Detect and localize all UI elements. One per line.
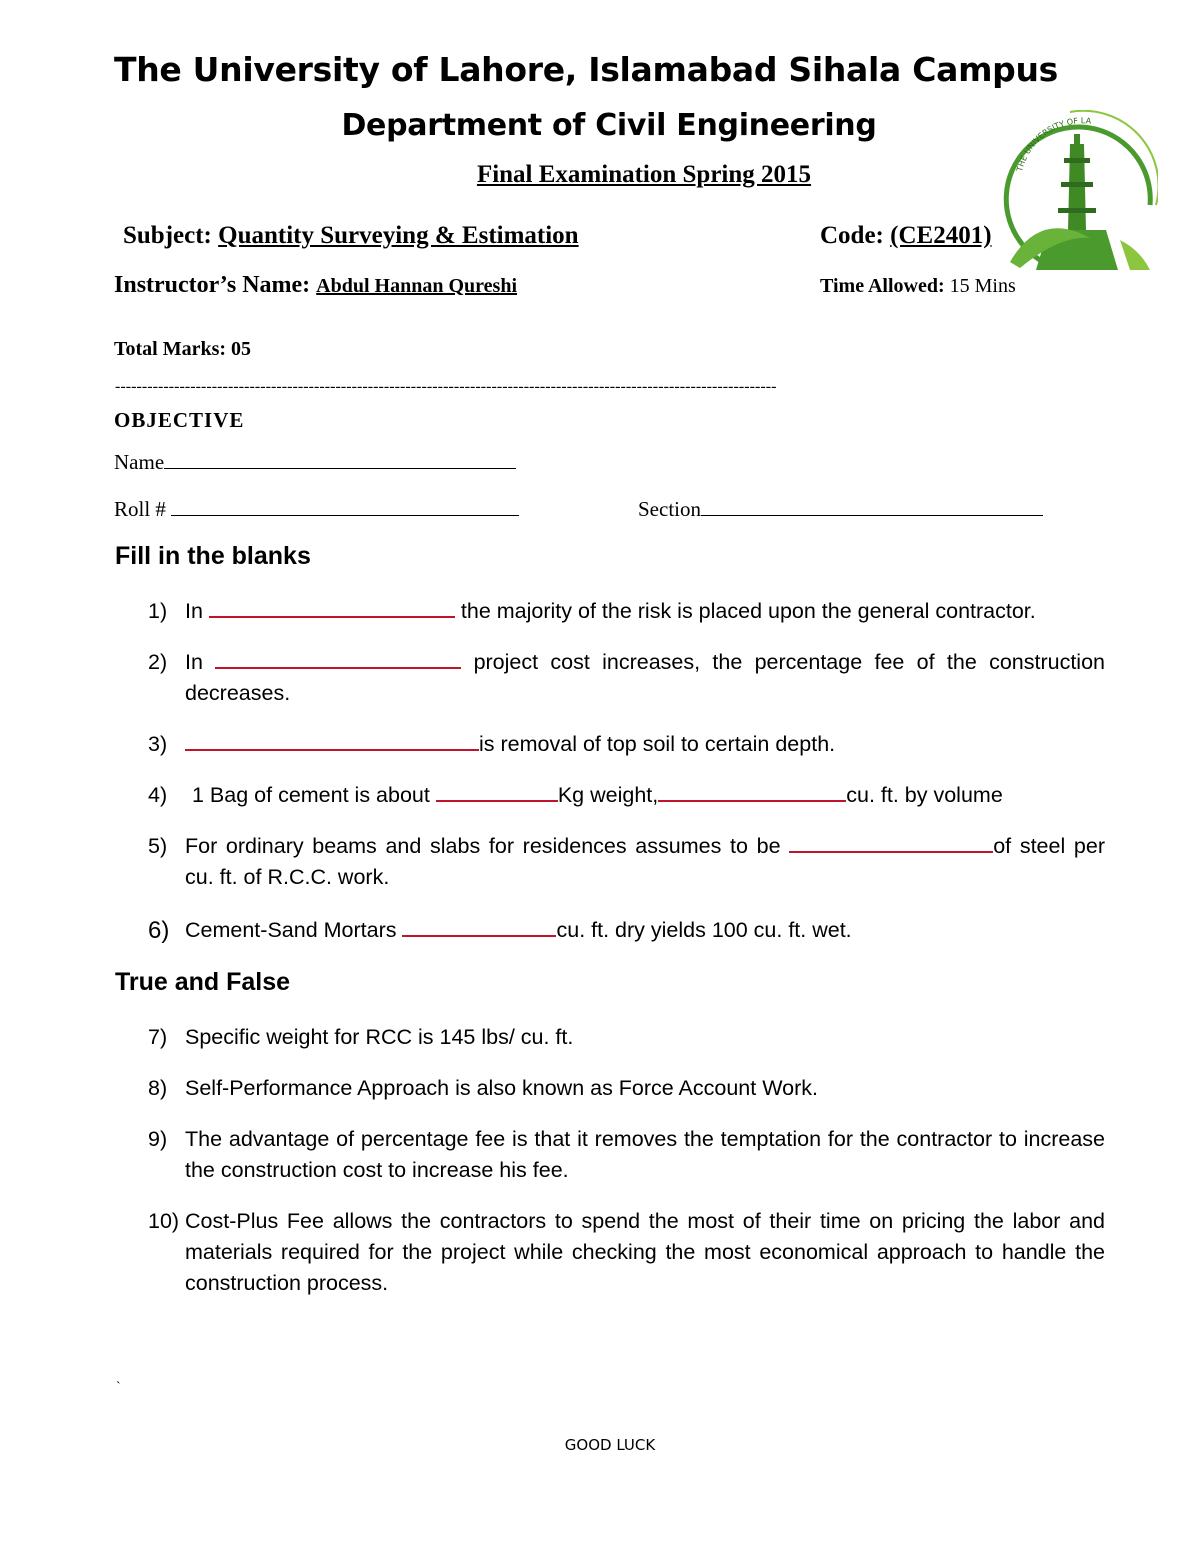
time-label: Time Allowed: <box>820 275 945 297</box>
code-label: Code: <box>820 222 884 249</box>
answer-blank <box>402 934 556 937</box>
section-label: Section <box>638 497 701 521</box>
question-text: Self-Performance Approach is also known as Force Account Work. <box>185 1076 818 1100</box>
minar-logo-icon <box>1000 110 1158 278</box>
total-marks <box>114 338 251 361</box>
question-text: The advantage of percentage fee is that it removes the temptation for the contractor to increase the construction cost to increase his fee. <box>185 1127 1105 1182</box>
question-text: the majority of the risk is placed upon the general contractor. <box>460 599 1036 623</box>
question-text: cu. ft. dry yields 100 cu. ft. wet. <box>556 918 852 942</box>
question-text: Cement-Sand Mortars <box>185 918 397 942</box>
question-number: 9) <box>148 1127 168 1151</box>
roll-blank <box>171 514 519 516</box>
question-number: 7) <box>148 1025 168 1049</box>
answer-blank <box>658 799 846 802</box>
question-text: Specific weight for RCC is 145 lbs/ cu. ft. <box>185 1025 574 1049</box>
time-value: 15 Mins <box>949 275 1016 297</box>
question-text: 1 Bag of cement is about <box>192 783 430 807</box>
question-number: 8) <box>148 1076 168 1100</box>
subject-value: Quantity Surveying & Estimation <box>218 222 579 249</box>
question-text: Cost-Plus Fee allows the contractors to spend the most of their time on pricing the labor and materials required for the project while checking the most economical approach to handle the construction process. <box>185 1209 1105 1295</box>
question-text: For ordinary beams and slabs for residences assumes to be <box>185 834 781 858</box>
name-blank <box>164 467 516 469</box>
question-number: 3) <box>148 732 168 756</box>
question-text: Kg weight, <box>557 783 659 807</box>
marks-label: Total Marks: <box>114 338 227 360</box>
roll-field <box>114 497 519 522</box>
section-blank <box>701 514 1043 516</box>
question-text: In <box>185 650 203 674</box>
university-logo <box>1000 110 1158 278</box>
subject-line <box>123 222 579 250</box>
true-false-heading: True and False <box>115 968 291 996</box>
subject-label: Subject: <box>123 222 212 249</box>
answer-blank <box>215 666 461 669</box>
stray-mark: ` <box>116 1380 121 1395</box>
section-field <box>638 497 1043 522</box>
exam-title: Final Examination Spring 2015 <box>476 161 812 188</box>
time-line <box>820 275 1016 298</box>
question-text: cu. ft. by volume <box>846 783 1003 807</box>
question-number: 2) <box>148 650 168 674</box>
code-value: (CE2401) <box>890 222 992 249</box>
question-text: of steel per cu. ft. of R.C.C. work. <box>185 834 1105 889</box>
question-text: project cost increases, the percentage fee of the construction decreases. <box>185 650 1105 705</box>
objective-heading: OBJECTIVE <box>114 408 245 432</box>
question-number: 4) <box>148 783 168 807</box>
instructor-label: Instructor’s Name: <box>114 272 311 298</box>
roll-label: Roll # <box>114 497 166 521</box>
answer-blank <box>789 850 993 853</box>
code-line <box>820 222 992 250</box>
name-label: Name <box>114 450 165 474</box>
question-number: 10) <box>148 1209 180 1233</box>
answer-blank <box>436 799 558 802</box>
question-number: 1) <box>148 599 168 623</box>
question-text: is removal of top soil to certain depth. <box>479 732 836 756</box>
question-number: 6) <box>148 917 170 944</box>
marks-value: 05 <box>231 338 252 360</box>
question-number: 5) <box>148 834 168 858</box>
answer-blank <box>209 615 455 618</box>
question-text: In <box>185 599 203 623</box>
instructor-line <box>114 272 517 299</box>
university-title: The University of Lahore, Islamabad Sihala Campus <box>114 50 1059 89</box>
instructor-value: Abdul Hannan Qureshi <box>316 275 518 297</box>
logo-arc-text: THE UNIVERSITY OF LA <box>1015 116 1092 173</box>
answer-blank <box>185 748 479 751</box>
name-field <box>114 450 516 475</box>
good-luck: GOOD LUCK <box>564 1436 656 1454</box>
fill-blanks-heading: Fill in the blanks <box>115 542 311 570</box>
department-title: Department of Civil Engineering <box>341 108 877 143</box>
separator-line: --------------------------------------------------------------------------------------------------------------------------- <box>115 378 777 395</box>
